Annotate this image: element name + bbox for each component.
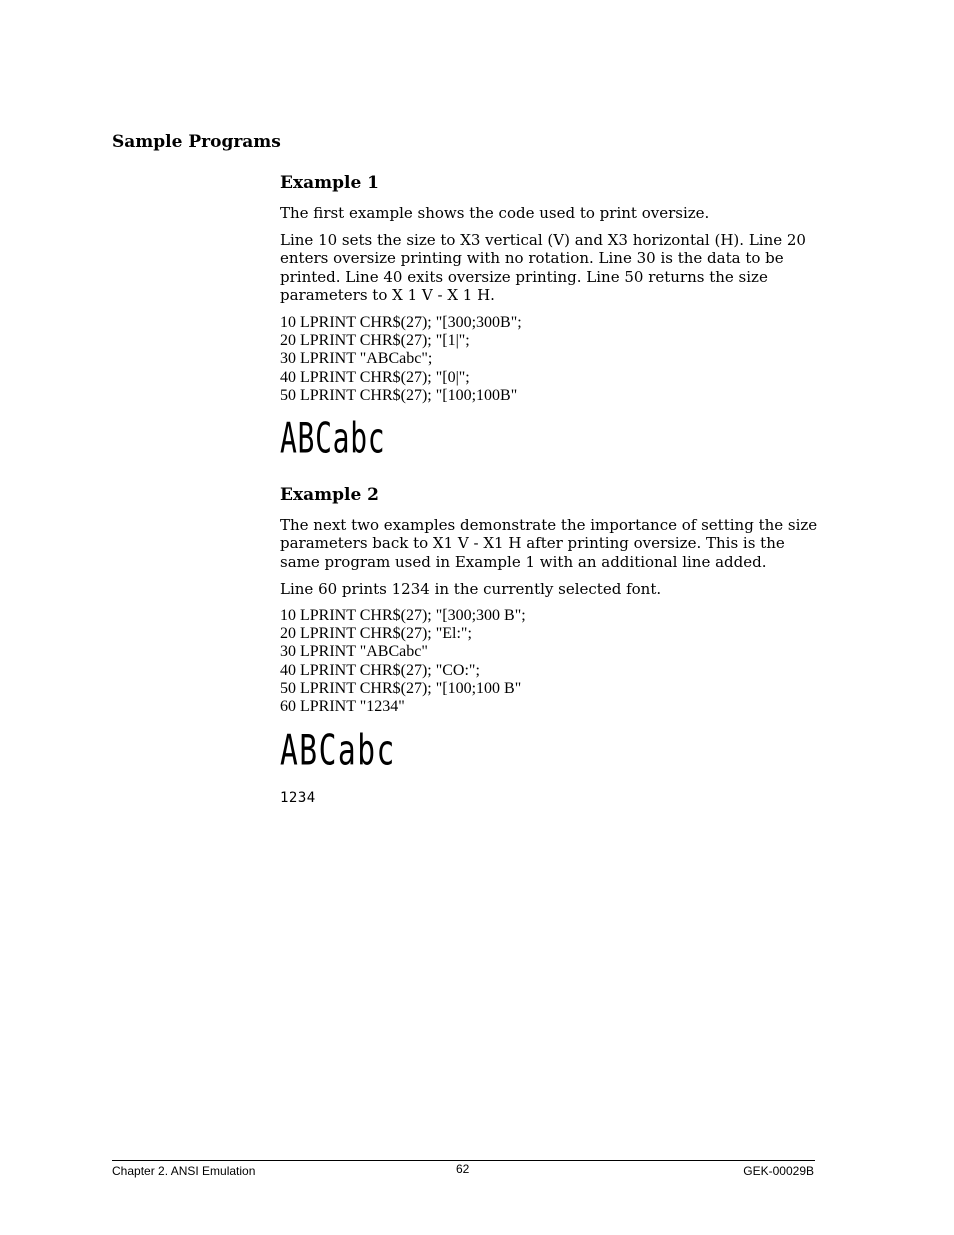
example-2-printed-output-large: ABCabc: [280, 726, 396, 776]
example-1-code: [280, 314, 522, 405]
example-2-heading: Example 2: [280, 485, 380, 505]
example-2-code-line: 20 LPRINT CHR$(27); "El:";: [280, 625, 472, 643]
example-2-description-line: The next two examples demonstrate the importance of setting the size: [280, 516, 818, 534]
example-2-code-line: 50 LPRINT CHR$(27); "[100;100 B": [280, 679, 522, 697]
footer-divider: [112, 1160, 815, 1161]
example-2-description-line: parameters back to X1 V - X1 H after printing oversize. This is the: [280, 534, 785, 553]
example-1-code-line: 20 LPRINT CHR$(27); "[1|";: [280, 332, 470, 350]
example-2-code-line: 40 LPRINT CHR$(27); "CO:";: [280, 661, 480, 679]
example-1-code-line: 40 LPRINT CHR$(27); "[0|";: [280, 368, 470, 386]
footer-chapter-title: Chapter 2. ANSI Emulation: [112, 1164, 256, 1178]
example-1-code-line: 30 LPRINT "ABCabc";: [280, 350, 433, 368]
example-1-description-line: enters oversize printing with no rotation. Line 30 is the data to be: [280, 249, 784, 268]
example-1-intro: [280, 204, 820, 222]
example-1-heading: Example 1: [280, 173, 380, 193]
example-1-description-line: printed. Line 40 exits oversize printing. Line 50 returns the size: [280, 267, 768, 286]
example-1-code-line: 50 LPRINT CHR$(27); "[100;100B": [280, 386, 518, 404]
example-2-description: [280, 516, 820, 571]
example-2-note-line: Line 60 prints 1234 in the currently selected font.: [280, 580, 662, 598]
example-1-description-line: parameters to X 1 V - X 1 H.: [280, 286, 495, 305]
example-2-code: [280, 607, 526, 716]
example-2-code-line: 10 LPRINT CHR$(27); "[300;300 B";: [280, 607, 526, 624]
example-2-note: [280, 580, 820, 598]
example-1-description: [280, 231, 820, 305]
section-title: Sample Programs: [112, 132, 281, 152]
example-1-intro-line: The first example shows the code used to print oversize.: [280, 204, 710, 222]
example-2-code-line: 60 LPRINT "1234": [280, 698, 405, 716]
example-2-code-line: 30 LPRINT "ABCabc": [280, 643, 428, 661]
example-1-description-line: Line 10 sets the size to X3 vertical (V) and X3 horizontal (H). Line 20: [280, 231, 806, 249]
example-1-printed-output: ABCabc: [280, 414, 386, 464]
footer-page-number: 62: [456, 1162, 470, 1176]
example-2-description-line: same program used in Example 1 with an additional line added.: [280, 552, 767, 571]
footer-document-id: GEK-00029B: [743, 1164, 814, 1178]
example-1-code-line: 10 LPRINT CHR$(27); "[300;300B";: [280, 314, 522, 331]
example-2-printed-output-small: 1234: [280, 790, 316, 806]
